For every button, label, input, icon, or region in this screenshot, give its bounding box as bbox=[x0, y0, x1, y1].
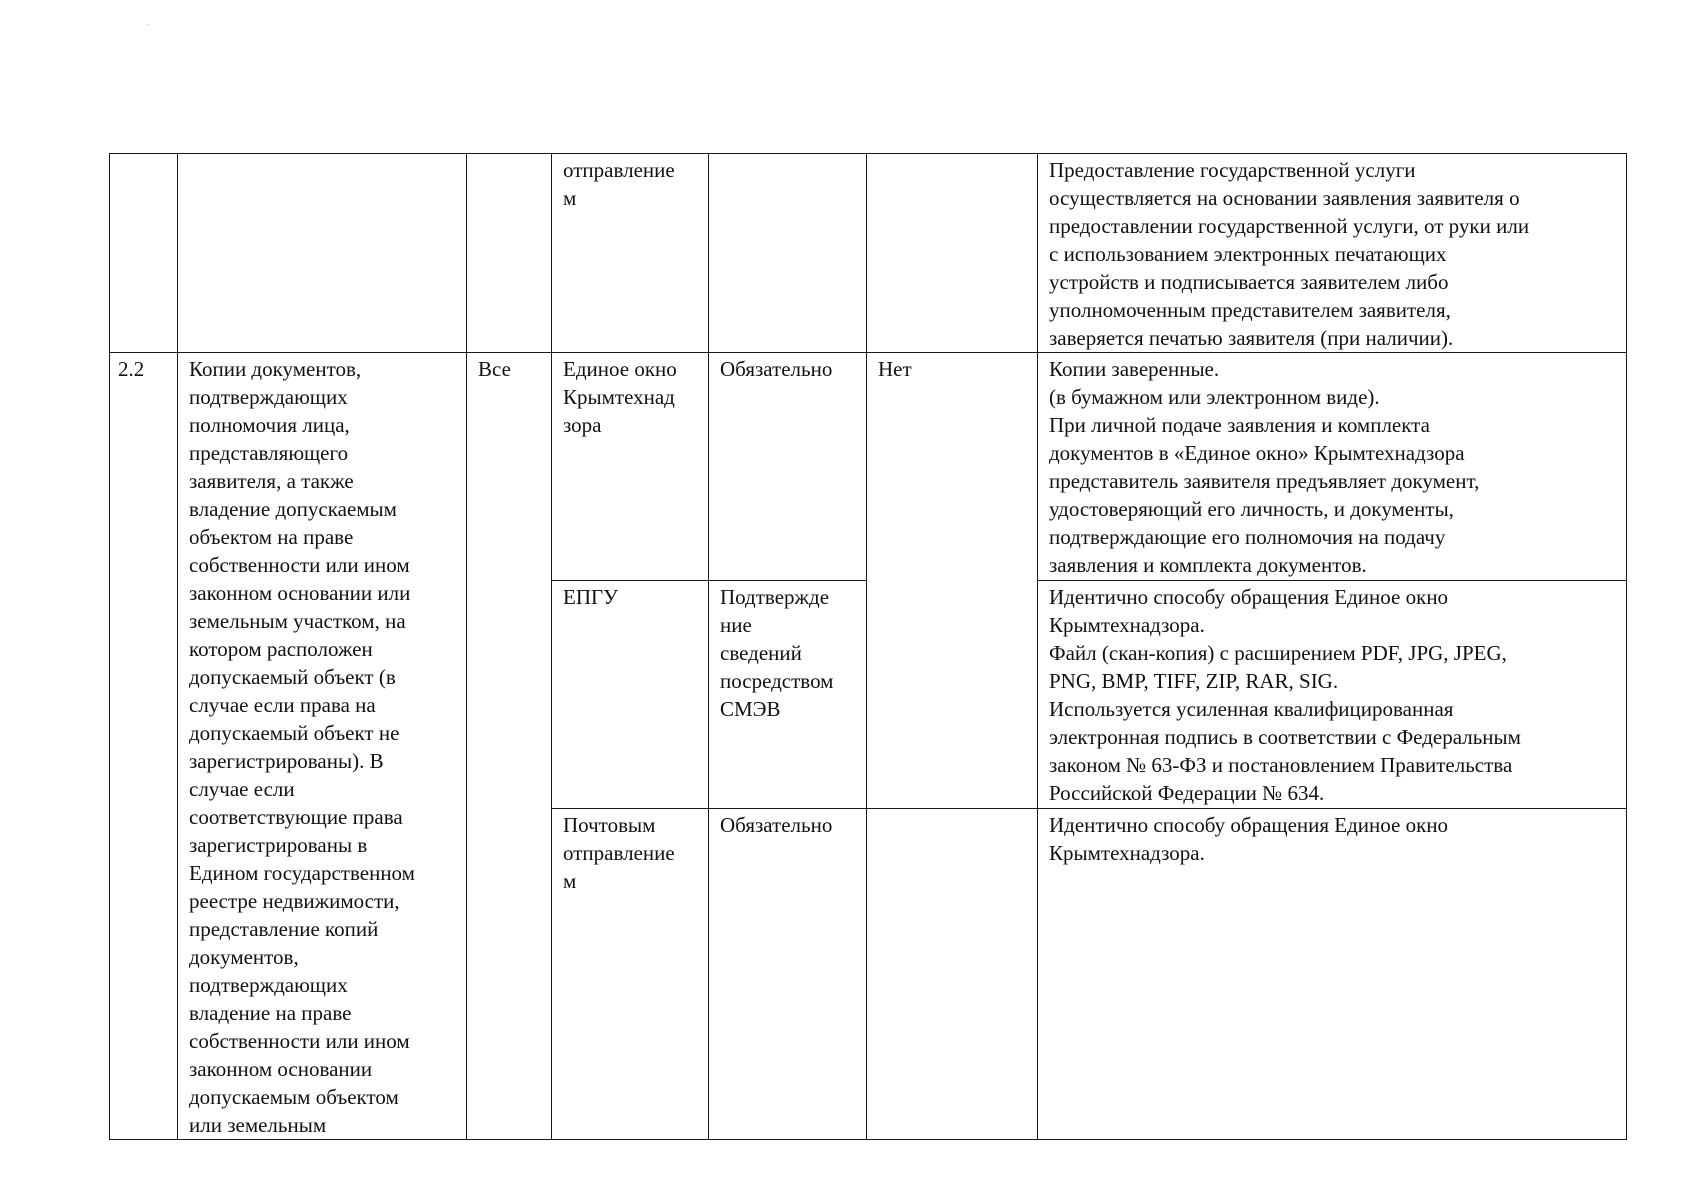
submission-method-cell: Почтовым отправление м bbox=[552, 809, 709, 1140]
submission-method-cell: отправление м bbox=[552, 154, 709, 353]
conditions-cell bbox=[867, 809, 1038, 1140]
row-number-cell bbox=[110, 154, 178, 353]
document-name-cell: Копии документов, подтверждающих полномочия лица, представляющего заявителя, а также владение допускаемым объектом на праве собственности или ином законном основании или земельным участком, на котором расположен допускаемый объект (в случае если права на допускаемый объект не зарегистрированы). В случае если соответствующие права зарегистрированы в Едином государственном реестре недвижимости, представление копий документов, подтверждающих владение на праве собственности или ином законном основании допускаемым объектом или земельным bbox=[178, 353, 467, 1140]
table-row bbox=[110, 353, 1627, 581]
submission-method-cell: ЕПГУ bbox=[552, 581, 709, 809]
applies-to-cell bbox=[467, 154, 552, 353]
continuation-row bbox=[110, 154, 1627, 353]
document-requirements-table bbox=[109, 153, 1627, 1140]
conditions-cell bbox=[867, 154, 1038, 353]
obligation-cell bbox=[709, 154, 867, 353]
obligation-cell: Обязательно bbox=[709, 353, 867, 581]
obligation-cell: Подтвержде ние сведений посредством СМЭВ bbox=[709, 581, 867, 809]
requirements-cell: Идентично способу обращения Единое окно Крымтехнадзора. bbox=[1038, 809, 1627, 1140]
scan-speck bbox=[147, 24, 148, 25]
obligation-cell: Обязательно bbox=[709, 809, 867, 1140]
requirements-cell: Идентично способу обращения Единое окно Крымтехнадзора. Файл (скан-копия) с расширением PDF, JPG, JPEG, PNG, BMP, TIFF, ZIP, RAR, SIG. Используется усиленная квалифицированная электронная подпись в соответствии с Федеральным законом № 63-ФЗ и постановлением Правительства Российской Федерации № 634. bbox=[1038, 581, 1627, 809]
applies-to-cell: Все bbox=[467, 353, 552, 1140]
conditions-cell: Нет bbox=[867, 353, 1038, 809]
document-name-cell bbox=[178, 154, 467, 353]
requirements-cell: Копии заверенные. (в бумажном или электронном виде). При личной подаче заявления и комплекта документов в «Единое окно» Крымтехнадзора представитель заявителя предъявляет документ, удостоверяющий его личность, и документы, подтверждающие его полномочия на подачу заявления и комплекта документов. bbox=[1038, 353, 1627, 581]
submission-method-cell: Единое окно Крымтехнад зора bbox=[552, 353, 709, 581]
requirements-cell: Предоставление государственной услуги осуществляется на основании заявления заявителя о предоставлении государственной услуги, от руки или с использованием электронных печатающих устройств и подписывается заявителем либо уполномоченным представителем заявителя, заверяется печатью заявителя (при наличии). bbox=[1038, 154, 1627, 353]
row-number-cell: 2.2 bbox=[110, 353, 178, 1140]
